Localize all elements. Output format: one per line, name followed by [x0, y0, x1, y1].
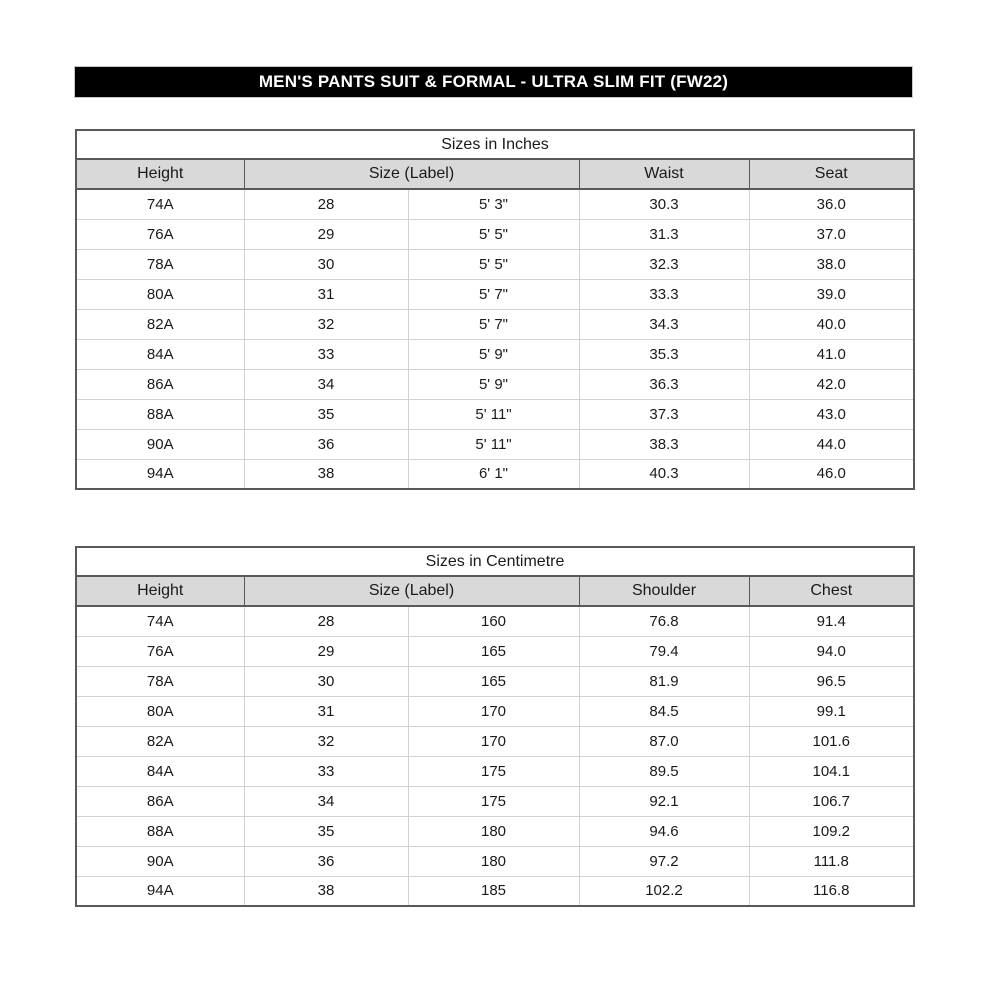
cell-waist: 33.3: [579, 279, 749, 309]
cell-size: 38: [244, 876, 408, 906]
cell-chest: 109.2: [749, 816, 914, 846]
cell-size: 28: [244, 606, 408, 636]
cell-shoulder: 89.5: [579, 756, 749, 786]
cell-waist: 31.3: [579, 219, 749, 249]
cell-size-label: 5' 9": [408, 339, 579, 369]
cell-seat: 36.0: [749, 189, 914, 219]
cell-size-cm: 170: [408, 726, 579, 756]
cell-size: 33: [244, 756, 408, 786]
cell-seat: 40.0: [749, 309, 914, 339]
cell-size-cm: 165: [408, 636, 579, 666]
cell-height: 90A: [76, 429, 244, 459]
cell-size-cm: 180: [408, 816, 579, 846]
table-row: [76, 309, 914, 339]
cell-size-label: 5' 7": [408, 309, 579, 339]
cell-size: 31: [244, 279, 408, 309]
cell-chest: 91.4: [749, 606, 914, 636]
cell-chest: 111.8: [749, 846, 914, 876]
table-row: [76, 399, 914, 429]
table-row: [76, 429, 914, 459]
col-header-height: Height: [76, 159, 244, 189]
cell-height: 84A: [76, 339, 244, 369]
cell-height: 88A: [76, 816, 244, 846]
col-header-waist: Waist: [579, 159, 749, 189]
cell-shoulder: 81.9: [579, 666, 749, 696]
table-caption-row: [76, 547, 914, 576]
cell-size-cm: 180: [408, 846, 579, 876]
cell-waist: 38.3: [579, 429, 749, 459]
table-row: [76, 636, 914, 666]
cell-height: 82A: [76, 309, 244, 339]
cell-height: 74A: [76, 189, 244, 219]
cell-height: 84A: [76, 756, 244, 786]
cell-waist: 30.3: [579, 189, 749, 219]
cell-chest: 116.8: [749, 876, 914, 906]
table-caption: Sizes in Inches: [76, 130, 914, 159]
table-row: [76, 846, 914, 876]
sizes-in-inches-table: [75, 129, 915, 490]
cell-seat: 44.0: [749, 429, 914, 459]
table-row: [76, 369, 914, 399]
cell-height: 74A: [76, 606, 244, 636]
cell-size: 38: [244, 459, 408, 489]
col-header-shoulder: Shoulder: [579, 576, 749, 606]
cell-shoulder: 94.6: [579, 816, 749, 846]
cell-size-cm: 185: [408, 876, 579, 906]
cell-height: 78A: [76, 249, 244, 279]
cell-waist: 36.3: [579, 369, 749, 399]
cell-chest: 96.5: [749, 666, 914, 696]
table-row: [76, 816, 914, 846]
cell-waist: 35.3: [579, 339, 749, 369]
cell-seat: 37.0: [749, 219, 914, 249]
cell-size: 29: [244, 636, 408, 666]
cell-seat: 42.0: [749, 369, 914, 399]
cell-size: 30: [244, 249, 408, 279]
cell-size: 32: [244, 309, 408, 339]
col-header-size-label: Size (Label): [244, 159, 579, 189]
cell-size-cm: 165: [408, 666, 579, 696]
cell-size: 35: [244, 399, 408, 429]
cell-seat: 39.0: [749, 279, 914, 309]
cell-waist: 32.3: [579, 249, 749, 279]
cell-size-label: 5' 5": [408, 249, 579, 279]
cell-height: 78A: [76, 666, 244, 696]
cell-size-cm: 175: [408, 786, 579, 816]
cell-height: 86A: [76, 369, 244, 399]
cell-waist: 37.3: [579, 399, 749, 429]
cell-seat: 46.0: [749, 459, 914, 489]
cell-chest: 99.1: [749, 696, 914, 726]
cell-shoulder: 97.2: [579, 846, 749, 876]
cell-height: 76A: [76, 219, 244, 249]
cell-size: 31: [244, 696, 408, 726]
cell-height: 94A: [76, 876, 244, 906]
cell-shoulder: 87.0: [579, 726, 749, 756]
table-row: [76, 189, 914, 219]
cell-size: 36: [244, 846, 408, 876]
cell-size: 33: [244, 339, 408, 369]
table-row: [76, 249, 914, 279]
table-header-row: [76, 576, 914, 606]
cell-size-cm: 175: [408, 756, 579, 786]
cell-seat: 41.0: [749, 339, 914, 369]
table-row: [76, 786, 914, 816]
table-row: [76, 219, 914, 249]
cell-chest: 101.6: [749, 726, 914, 756]
table-row: [76, 666, 914, 696]
col-header-chest: Chest: [749, 576, 914, 606]
cell-size: 29: [244, 219, 408, 249]
cell-size-cm: 170: [408, 696, 579, 726]
cell-chest: 106.7: [749, 786, 914, 816]
table-caption-row: [76, 130, 914, 159]
cell-height: 80A: [76, 696, 244, 726]
cell-height: 76A: [76, 636, 244, 666]
cell-size: 28: [244, 189, 408, 219]
cell-size-label: 5' 3": [408, 189, 579, 219]
table-row: [76, 876, 914, 906]
cell-shoulder: 79.4: [579, 636, 749, 666]
cell-height: 88A: [76, 399, 244, 429]
cell-waist: 40.3: [579, 459, 749, 489]
cell-size-label: 5' 11": [408, 399, 579, 429]
table-row: [76, 279, 914, 309]
table-header-row: [76, 159, 914, 189]
cell-height: 90A: [76, 846, 244, 876]
table-row: [76, 696, 914, 726]
cell-size: 30: [244, 666, 408, 696]
cell-size-cm: 160: [408, 606, 579, 636]
cell-seat: 43.0: [749, 399, 914, 429]
cell-size-label: 5' 5": [408, 219, 579, 249]
cell-height: 94A: [76, 459, 244, 489]
table-row: [76, 606, 914, 636]
col-header-size-label: Size (Label): [244, 576, 579, 606]
cell-chest: 94.0: [749, 636, 914, 666]
cell-chest: 104.1: [749, 756, 914, 786]
table-row: [76, 339, 914, 369]
col-header-height: Height: [76, 576, 244, 606]
table-row: [76, 756, 914, 786]
cell-size: 36: [244, 429, 408, 459]
col-header-seat: Seat: [749, 159, 914, 189]
cell-shoulder: 84.5: [579, 696, 749, 726]
cell-size-label: 6' 1": [408, 459, 579, 489]
cell-shoulder: 102.2: [579, 876, 749, 906]
cell-shoulder: 76.8: [579, 606, 749, 636]
cell-height: 82A: [76, 726, 244, 756]
page-title: MEN'S PANTS SUIT & FORMAL - ULTRA SLIM FIT (FW22): [74, 66, 913, 98]
table-row: [76, 459, 914, 489]
table-row: [76, 726, 914, 756]
cell-size: 32: [244, 726, 408, 756]
sizes-in-centimetre-table: [75, 546, 915, 907]
cell-shoulder: 92.1: [579, 786, 749, 816]
cell-size: 34: [244, 786, 408, 816]
cell-seat: 38.0: [749, 249, 914, 279]
cell-height: 86A: [76, 786, 244, 816]
cell-size: 35: [244, 816, 408, 846]
cell-size-label: 5' 7": [408, 279, 579, 309]
table-caption: Sizes in Centimetre: [76, 547, 914, 576]
cell-height: 80A: [76, 279, 244, 309]
cell-size: 34: [244, 369, 408, 399]
cell-size-label: 5' 11": [408, 429, 579, 459]
cell-waist: 34.3: [579, 309, 749, 339]
cell-size-label: 5' 9": [408, 369, 579, 399]
